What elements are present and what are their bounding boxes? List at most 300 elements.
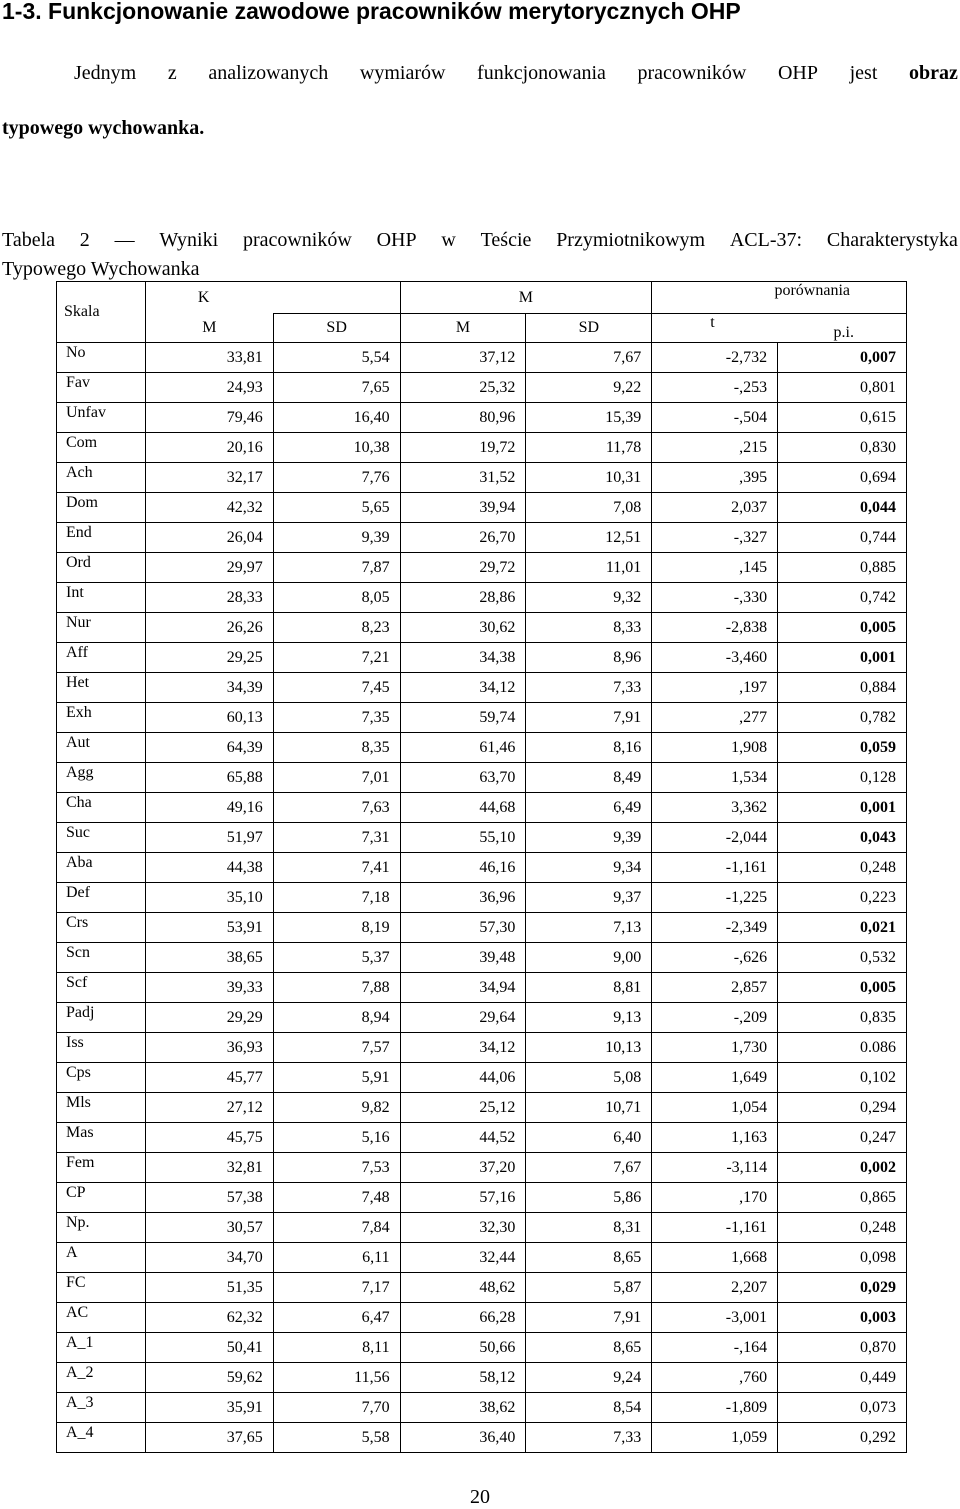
- cell-p: 0,001: [778, 793, 907, 823]
- cell-k-mean: 34,70: [145, 1243, 273, 1273]
- header-m: M: [400, 282, 652, 314]
- cell-m-mean: 50,66: [400, 1333, 526, 1363]
- cell-t: ,215: [652, 433, 778, 463]
- cell-m-mean: 25,32: [400, 373, 526, 403]
- intro-word: funkcjonowania: [477, 62, 606, 84]
- cell-m-sd: 10,13: [526, 1033, 652, 1063]
- cell-p: 0,248: [778, 1213, 907, 1243]
- cell-scale: Scn: [57, 943, 146, 973]
- cell-p: 0,059: [778, 733, 907, 763]
- cell-k-mean: 42,32: [145, 493, 273, 523]
- cell-p: 0,292: [778, 1423, 907, 1453]
- cell-t: -,504: [652, 403, 778, 433]
- cell-k-sd: 8,23: [273, 613, 400, 643]
- cell-m-sd: 7,91: [526, 703, 652, 733]
- cell-t: -2,349: [652, 913, 778, 943]
- cell-t: ,197: [652, 673, 778, 703]
- table-row: [57, 553, 907, 583]
- cell-t: -,327: [652, 523, 778, 553]
- cell-m-mean: 29,64: [400, 1003, 526, 1033]
- cell-scale: No: [57, 343, 146, 373]
- cell-m-sd: 11,01: [526, 553, 652, 583]
- cell-scale: Agg: [57, 763, 146, 793]
- cell-t: 2,857: [652, 973, 778, 1003]
- cell-k-mean: 35,10: [145, 883, 273, 913]
- cell-k-mean: 38,65: [145, 943, 273, 973]
- cell-p: 0,001: [778, 643, 907, 673]
- table-row: [57, 613, 907, 643]
- table-row: [57, 1093, 907, 1123]
- cell-k-sd: 6,11: [273, 1243, 400, 1273]
- cell-m-sd: 9,00: [526, 943, 652, 973]
- cell-k-mean: 29,25: [145, 643, 273, 673]
- cell-scale: End: [57, 523, 146, 553]
- cell-k-sd: 8,19: [273, 913, 400, 943]
- cell-k-mean: 49,16: [145, 793, 273, 823]
- caption-word: —: [114, 229, 135, 251]
- cell-t: 1,534: [652, 763, 778, 793]
- caption-word: Tabela: [2, 229, 56, 251]
- cell-m-sd: 9,22: [526, 373, 652, 403]
- cell-m-sd: 8,81: [526, 973, 652, 1003]
- cell-k-mean: 34,39: [145, 673, 273, 703]
- cell-m-mean: 44,52: [400, 1123, 526, 1153]
- cell-t: -1,161: [652, 1213, 778, 1243]
- cell-m-mean: 31,52: [400, 463, 526, 493]
- cell-m-mean: 26,70: [400, 523, 526, 553]
- cell-m-sd: 7,67: [526, 343, 652, 373]
- cell-k-sd: 7,63: [273, 793, 400, 823]
- intro-line-2: typowego wychowanka.: [2, 117, 205, 139]
- cell-scale: Suc: [57, 823, 146, 853]
- header-k-sd: SD: [273, 314, 400, 343]
- cell-scale: Def: [57, 883, 146, 913]
- table-row: [57, 1393, 907, 1423]
- cell-m-sd: 7,13: [526, 913, 652, 943]
- cell-scale: Mls: [57, 1093, 146, 1123]
- cell-m-sd: 8,96: [526, 643, 652, 673]
- table-row: [57, 943, 907, 973]
- cell-k-mean: 39,33: [145, 973, 273, 1003]
- cell-scale: A_1: [57, 1333, 146, 1363]
- cell-p: 0,744: [778, 523, 907, 553]
- cell-k-sd: 7,31: [273, 823, 400, 853]
- table-row: [57, 823, 907, 853]
- cell-k-sd: 7,41: [273, 853, 400, 883]
- intro-word: OHP: [777, 62, 818, 84]
- cell-k-mean: 26,26: [145, 613, 273, 643]
- intro-word: Jednym: [74, 62, 137, 84]
- cell-scale: Cha: [57, 793, 146, 823]
- cell-m-mean: 46,16: [400, 853, 526, 883]
- cell-p: 0.086: [778, 1033, 907, 1063]
- cell-p: 0,884: [778, 673, 907, 703]
- cell-t: ,760: [652, 1363, 778, 1393]
- table-row: [57, 1333, 907, 1363]
- table-row: [57, 583, 907, 613]
- cell-k-sd: 9,39: [273, 523, 400, 553]
- cell-m-sd: 6,40: [526, 1123, 652, 1153]
- cell-t: 1,054: [652, 1093, 778, 1123]
- table-row: [57, 763, 907, 793]
- cell-m-mean: 34,38: [400, 643, 526, 673]
- cell-m-mean: 36,40: [400, 1423, 526, 1453]
- table-row: [57, 1123, 907, 1153]
- cell-m-mean: 57,30: [400, 913, 526, 943]
- caption-line-1: [2, 226, 958, 255]
- cell-k-mean: 62,32: [145, 1303, 273, 1333]
- header-pi: p.i.: [778, 314, 907, 343]
- cell-t: -1,225: [652, 883, 778, 913]
- cell-scale: Crs: [57, 913, 146, 943]
- cell-m-sd: 11,78: [526, 433, 652, 463]
- table-row: [57, 1153, 907, 1183]
- cell-p: 0,073: [778, 1393, 907, 1423]
- section-heading: 1-3. Funkcjonowanie zawodowe pracowników merytorycznych OHP: [2, 0, 741, 24]
- cell-k-mean: 28,33: [145, 583, 273, 613]
- cell-m-sd: 10,71: [526, 1093, 652, 1123]
- caption-word: Charakterystyka: [826, 229, 958, 251]
- header-m-m: M: [400, 314, 526, 343]
- caption-word: ACL-37:: [729, 229, 803, 251]
- cell-scale: A_4: [57, 1423, 146, 1453]
- cell-t: 1,059: [652, 1423, 778, 1453]
- cell-m-mean: 55,10: [400, 823, 526, 853]
- cell-scale: A: [57, 1243, 146, 1273]
- cell-k-sd: 5,58: [273, 1423, 400, 1453]
- cell-k-sd: 5,16: [273, 1123, 400, 1153]
- table-row: [57, 433, 907, 463]
- cell-k-mean: 50,41: [145, 1333, 273, 1363]
- cell-p: 0,003: [778, 1303, 907, 1333]
- table-row: [57, 1273, 907, 1303]
- cell-t: -2,044: [652, 823, 778, 853]
- cell-m-sd: 15,39: [526, 403, 652, 433]
- cell-t: -,209: [652, 1003, 778, 1033]
- cell-k-mean: 27,12: [145, 1093, 273, 1123]
- cell-m-sd: 5,08: [526, 1063, 652, 1093]
- cell-k-mean: 32,81: [145, 1153, 273, 1183]
- cell-k-sd: 16,40: [273, 403, 400, 433]
- cell-k-sd: 8,94: [273, 1003, 400, 1033]
- intro-word: wymiarów: [359, 62, 446, 84]
- cell-t: -1,809: [652, 1393, 778, 1423]
- cell-m-mean: 44,68: [400, 793, 526, 823]
- table-caption: [2, 226, 958, 284]
- cell-k-sd: 11,56: [273, 1363, 400, 1393]
- header-m-sd: SD: [526, 314, 652, 343]
- cell-m-sd: 9,39: [526, 823, 652, 853]
- cell-p: 0,865: [778, 1183, 907, 1213]
- cell-m-mean: 39,94: [400, 493, 526, 523]
- cell-m-sd: 7,08: [526, 493, 652, 523]
- cell-p: 0,615: [778, 403, 907, 433]
- table-row: [57, 703, 907, 733]
- cell-p: 0,029: [778, 1273, 907, 1303]
- cell-m-mean: 28,86: [400, 583, 526, 613]
- cell-t: -,330: [652, 583, 778, 613]
- cell-m-sd: 5,87: [526, 1273, 652, 1303]
- cell-p: 0,043: [778, 823, 907, 853]
- intro-word-bold: obraz: [909, 62, 958, 84]
- cell-k-sd: 7,87: [273, 553, 400, 583]
- cell-p: 0,830: [778, 433, 907, 463]
- table-row: [57, 853, 907, 883]
- cell-k-sd: 7,88: [273, 973, 400, 1003]
- cell-m-mean: 34,94: [400, 973, 526, 1003]
- cell-m-sd: 7,91: [526, 1303, 652, 1333]
- cell-m-sd: 9,24: [526, 1363, 652, 1393]
- cell-p: 0,449: [778, 1363, 907, 1393]
- cell-k-mean: 33,81: [145, 343, 273, 373]
- caption-word: Wyniki: [159, 229, 219, 251]
- intro-word: analizowanych: [208, 62, 329, 84]
- cell-t: -2,732: [652, 343, 778, 373]
- cell-k-sd: 7,35: [273, 703, 400, 733]
- cell-m-mean: 19,72: [400, 433, 526, 463]
- cell-k-sd: 9,82: [273, 1093, 400, 1123]
- caption-line-2: Typowego Wychowanka: [2, 258, 200, 280]
- cell-m-mean: 29,72: [400, 553, 526, 583]
- cell-m-sd: 7,33: [526, 673, 652, 703]
- cell-k-mean: 20,16: [145, 433, 273, 463]
- cell-scale: Scf: [57, 973, 146, 1003]
- cell-k-sd: 7,53: [273, 1153, 400, 1183]
- intro-line-1: [74, 62, 958, 85]
- cell-k-sd: 5,65: [273, 493, 400, 523]
- cell-scale: Unfav: [57, 403, 146, 433]
- cell-t: 3,362: [652, 793, 778, 823]
- cell-scale: Aff: [57, 643, 146, 673]
- cell-scale: Int: [57, 583, 146, 613]
- cell-p: 0,007: [778, 343, 907, 373]
- cell-p: 0,102: [778, 1063, 907, 1093]
- cell-k-sd: 5,54: [273, 343, 400, 373]
- cell-scale: Com: [57, 433, 146, 463]
- cell-t: ,395: [652, 463, 778, 493]
- cell-k-sd: 6,47: [273, 1303, 400, 1333]
- cell-k-sd: 7,45: [273, 673, 400, 703]
- cell-k-sd: 8,35: [273, 733, 400, 763]
- cell-m-mean: 63,70: [400, 763, 526, 793]
- cell-k-sd: 7,70: [273, 1393, 400, 1423]
- cell-m-mean: 39,48: [400, 943, 526, 973]
- cell-p: 0,294: [778, 1093, 907, 1123]
- cell-k-sd: 8,05: [273, 583, 400, 613]
- cell-m-mean: 66,28: [400, 1303, 526, 1333]
- cell-k-mean: 45,77: [145, 1063, 273, 1093]
- cell-t: -3,114: [652, 1153, 778, 1183]
- cell-scale: Nur: [57, 613, 146, 643]
- cell-t: -,164: [652, 1333, 778, 1363]
- table-row: [57, 1063, 907, 1093]
- cell-m-mean: 44,06: [400, 1063, 526, 1093]
- cell-m-sd: 7,33: [526, 1423, 652, 1453]
- header-t: t: [652, 314, 778, 343]
- cell-k-sd: 7,48: [273, 1183, 400, 1213]
- caption-word: w: [441, 229, 456, 251]
- cell-m-mean: 38,62: [400, 1393, 526, 1423]
- results-table: [56, 281, 907, 1453]
- cell-k-mean: 36,93: [145, 1033, 273, 1063]
- cell-k-mean: 57,38: [145, 1183, 273, 1213]
- cell-m-sd: 7,67: [526, 1153, 652, 1183]
- intro-word: pracowników: [637, 62, 747, 84]
- cell-k-mean: 24,93: [145, 373, 273, 403]
- cell-m-sd: 8,16: [526, 733, 652, 763]
- cell-p: 0,098: [778, 1243, 907, 1273]
- cell-t: 1,649: [652, 1063, 778, 1093]
- table-row: [57, 1243, 907, 1273]
- cell-m-sd: 6,49: [526, 793, 652, 823]
- caption-word: Teście: [480, 229, 532, 251]
- cell-m-sd: 9,13: [526, 1003, 652, 1033]
- cell-k-sd: 7,65: [273, 373, 400, 403]
- cell-t: -,626: [652, 943, 778, 973]
- table-row: [57, 343, 907, 373]
- cell-scale: CP: [57, 1183, 146, 1213]
- table-row: [57, 793, 907, 823]
- cell-k-mean: 64,39: [145, 733, 273, 763]
- cell-p: 0,742: [778, 583, 907, 613]
- cell-scale: Ord: [57, 553, 146, 583]
- cell-m-mean: 34,12: [400, 1033, 526, 1063]
- cell-m-sd: 10,31: [526, 463, 652, 493]
- table-row: [57, 1213, 907, 1243]
- cell-p: 0,835: [778, 1003, 907, 1033]
- cell-p: 0,532: [778, 943, 907, 973]
- cell-k-sd: 7,01: [273, 763, 400, 793]
- table-row: [57, 1033, 907, 1063]
- cell-p: 0,694: [778, 463, 907, 493]
- cell-k-sd: 7,21: [273, 643, 400, 673]
- cell-k-mean: 45,75: [145, 1123, 273, 1153]
- cell-t: ,277: [652, 703, 778, 733]
- cell-m-sd: 5,86: [526, 1183, 652, 1213]
- cell-m-mean: 30,62: [400, 613, 526, 643]
- cell-k-mean: 26,04: [145, 523, 273, 553]
- cell-k-mean: 44,38: [145, 853, 273, 883]
- cell-scale: A_3: [57, 1393, 146, 1423]
- table-row: [57, 883, 907, 913]
- cell-t: 2,207: [652, 1273, 778, 1303]
- cell-scale: Fem: [57, 1153, 146, 1183]
- table-row: [57, 973, 907, 1003]
- cell-t: -1,161: [652, 853, 778, 883]
- cell-k-mean: 35,91: [145, 1393, 273, 1423]
- table-row: [57, 673, 907, 703]
- cell-t: 1,163: [652, 1123, 778, 1153]
- cell-k-mean: 51,97: [145, 823, 273, 853]
- cell-k-sd: 5,91: [273, 1063, 400, 1093]
- cell-scale: Fav: [57, 373, 146, 403]
- cell-t: -3,460: [652, 643, 778, 673]
- cell-k-mean: 65,88: [145, 763, 273, 793]
- cell-k-mean: 79,46: [145, 403, 273, 433]
- cell-t: ,145: [652, 553, 778, 583]
- caption-word: Przymiotnikowym: [556, 229, 706, 251]
- cell-p: 0,005: [778, 613, 907, 643]
- cell-k-mean: 29,97: [145, 553, 273, 583]
- cell-scale: AC: [57, 1303, 146, 1333]
- table-row: [57, 1183, 907, 1213]
- cell-m-sd: 8,65: [526, 1333, 652, 1363]
- header-k: K: [145, 282, 400, 314]
- cell-t: -2,838: [652, 613, 778, 643]
- cell-m-sd: 8,65: [526, 1243, 652, 1273]
- cell-k-sd: 7,76: [273, 463, 400, 493]
- table-row: [57, 493, 907, 523]
- cell-p: 0,223: [778, 883, 907, 913]
- cell-scale: Aut: [57, 733, 146, 763]
- table-row: [57, 733, 907, 763]
- cell-m-mean: 25,12: [400, 1093, 526, 1123]
- cell-m-sd: 9,32: [526, 583, 652, 613]
- cell-m-mean: 48,62: [400, 1273, 526, 1303]
- cell-t: 1,908: [652, 733, 778, 763]
- cell-scale: Iss: [57, 1033, 146, 1063]
- cell-m-sd: 8,33: [526, 613, 652, 643]
- cell-p: 0,885: [778, 553, 907, 583]
- cell-p: 0,870: [778, 1333, 907, 1363]
- cell-scale: Het: [57, 673, 146, 703]
- cell-m-mean: 57,16: [400, 1183, 526, 1213]
- cell-m-sd: 12,51: [526, 523, 652, 553]
- cell-k-mean: 29,29: [145, 1003, 273, 1033]
- cell-t: 1,668: [652, 1243, 778, 1273]
- cell-p: 0,044: [778, 493, 907, 523]
- table-row: [57, 1423, 907, 1453]
- table-row: [57, 523, 907, 553]
- cell-k-mean: 59,62: [145, 1363, 273, 1393]
- cell-scale: Ach: [57, 463, 146, 493]
- cell-m-sd: 8,54: [526, 1393, 652, 1423]
- cell-m-sd: 8,31: [526, 1213, 652, 1243]
- cell-k-sd: 8,11: [273, 1333, 400, 1363]
- cell-k-mean: 37,65: [145, 1423, 273, 1453]
- cell-m-sd: 8,49: [526, 763, 652, 793]
- cell-p: 0,801: [778, 373, 907, 403]
- cell-t: -,253: [652, 373, 778, 403]
- cell-k-mean: 32,17: [145, 463, 273, 493]
- cell-m-mean: 32,44: [400, 1243, 526, 1273]
- intro-word: z: [167, 62, 177, 84]
- cell-m-mean: 37,12: [400, 343, 526, 373]
- cell-t: 1,730: [652, 1033, 778, 1063]
- cell-m-mean: 59,74: [400, 703, 526, 733]
- cell-p: 0,021: [778, 913, 907, 943]
- cell-k-sd: 7,84: [273, 1213, 400, 1243]
- cell-k-sd: 7,57: [273, 1033, 400, 1063]
- cell-k-mean: 30,57: [145, 1213, 273, 1243]
- cell-scale: Np.: [57, 1213, 146, 1243]
- cell-m-mean: 61,46: [400, 733, 526, 763]
- cell-scale: Cps: [57, 1063, 146, 1093]
- cell-m-mean: 34,12: [400, 673, 526, 703]
- caption-word: 2: [79, 229, 90, 251]
- cell-t: 2,037: [652, 493, 778, 523]
- caption-word: pracowników: [242, 229, 352, 251]
- cell-m-mean: 80,96: [400, 403, 526, 433]
- cell-k-mean: 53,91: [145, 913, 273, 943]
- cell-scale: Dom: [57, 493, 146, 523]
- page-number: 20: [470, 1486, 490, 1508]
- cell-scale: A_2: [57, 1363, 146, 1393]
- cell-k-sd: 10,38: [273, 433, 400, 463]
- cell-k-sd: 7,17: [273, 1273, 400, 1303]
- table-row: [57, 463, 907, 493]
- table-row: [57, 1303, 907, 1333]
